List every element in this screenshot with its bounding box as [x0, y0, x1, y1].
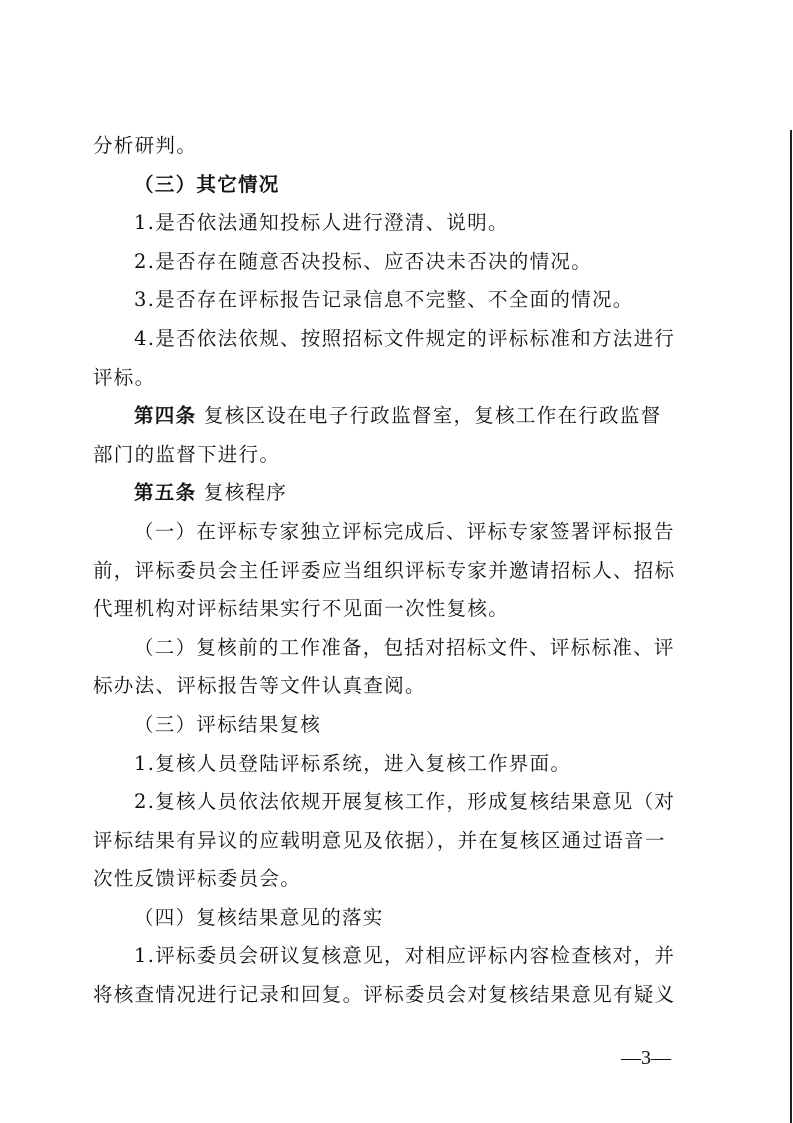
- list-item: 1.评标委员会研议复核意见，对相应评标内容检查核对，并: [134, 944, 676, 968]
- article-5: [93, 474, 693, 513]
- text-line: （二）复核前的工作准备，包括对招标文件、评标标准、评: [134, 635, 675, 659]
- document-body: [93, 127, 693, 1015]
- text-line: 部门的监督下进行。: [93, 442, 281, 466]
- text-line: 次性反馈评标委员会。: [93, 867, 302, 891]
- list-item: 2.复核人员依法依规开展复核工作，形成复核结果意见（对: [134, 790, 676, 814]
- text-line: 评标结果有异议的应载明意见及依据），并在复核区通过语音一: [93, 828, 666, 852]
- page-number: —3—: [621, 1047, 671, 1069]
- article-4: [93, 397, 693, 436]
- text-line: 将核查情况进行记录和回复。评标委员会对复核结果意见有疑义: [93, 983, 676, 1007]
- article-label: 第四条: [134, 404, 197, 428]
- text-line: 代理机构对评标结果实行不见面一次性复核。: [93, 597, 510, 621]
- page-edge-line: [790, 130, 792, 1123]
- subsection-heading: （四）复核结果意见的落实: [134, 905, 384, 929]
- list-item: 2.是否存在随意否决投标、应否决未否决的情况。: [134, 249, 593, 273]
- article-text: 复核程序: [196, 481, 288, 505]
- list-item: 4.是否依法依规、按照招标文件规定的评标标准和方法进行: [134, 326, 676, 350]
- text-line: 前，评标委员会主任评委应当组织评标专家并邀请招标人、招标: [93, 558, 676, 582]
- list-item: 3.是否存在评标报告记录信息不完整、不全面的情况。: [134, 288, 634, 312]
- subsection-heading: （三）评标结果复核: [134, 712, 322, 736]
- list-item: 1.是否依法通知投标人进行澄清、说明。: [134, 211, 509, 235]
- text-line: （一）在评标专家独立评标完成后、评标专家签署评标报告: [134, 519, 675, 543]
- article-label: 第五条: [134, 481, 197, 505]
- list-item: 1.复核人员登陆评标系统，进入复核工作界面。: [134, 751, 572, 775]
- article-text: 复核区设在电子行政监督室，复核工作在行政监督: [196, 404, 662, 428]
- text-line: 评标。: [93, 365, 156, 389]
- section-heading-other: （三）其它情况: [134, 172, 280, 196]
- text-line: 分析研判。: [93, 134, 198, 157]
- text-line: 标办法、评标报告等文件认真查阅。: [93, 674, 426, 698]
